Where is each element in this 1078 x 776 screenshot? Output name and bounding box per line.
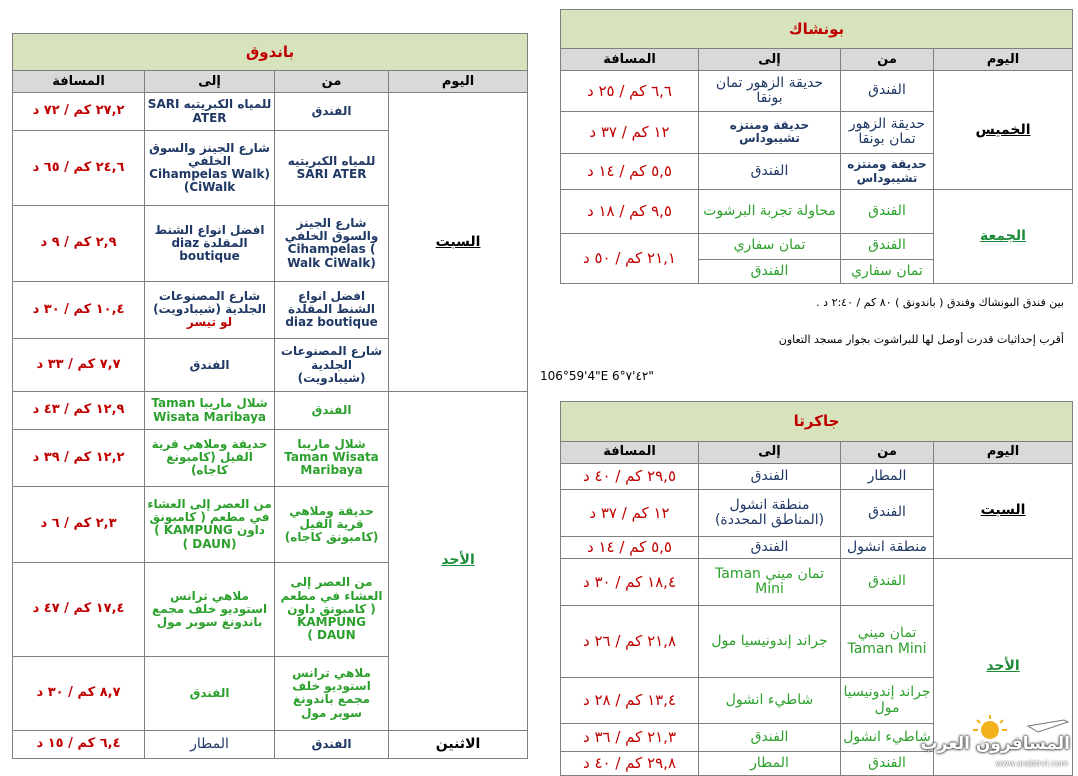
to-cell: افضل انواع الشنط المقلدة diaz boutique xyxy=(145,206,275,282)
header-day: اليوم xyxy=(934,442,1073,464)
logo-text: المسافرون العرب xyxy=(920,734,1070,754)
from-cell: الفندق xyxy=(841,490,934,537)
coordinates: 106°59'4"E 6°٤٢'٧" xyxy=(540,369,654,383)
from-cell: الفندق xyxy=(841,190,934,233)
header-distance: المسافة xyxy=(561,49,699,71)
to-cell: المطار xyxy=(699,752,841,776)
to-cell: تمان سفاري xyxy=(699,233,841,259)
from-cell: الفندق xyxy=(275,392,389,429)
header-from: من xyxy=(841,442,934,464)
distance-cell: ٢,٣ كم / ٦ د xyxy=(13,487,145,563)
distance-cell: ٨,٧ كم / ٣٠ د xyxy=(13,657,145,731)
distance-cell: ١٢,٩ كم / ٤٣ د xyxy=(13,392,145,429)
from-cell: الفندق xyxy=(275,93,389,130)
header-distance: المسافة xyxy=(561,442,699,464)
table-title: بونشاك xyxy=(561,10,1073,49)
from-cell: تمان ميني Taman Mini xyxy=(841,606,934,678)
note-distance: بين فندق البونشاك وفندق ( باندونق ) ٨٠ كم / ٢:٤٠ د . xyxy=(816,296,1064,309)
distance-cell: ١٧,٤ كم / ٤٧ د xyxy=(13,562,145,657)
distance-cell: ٢٤,٦ كم / ٦٥ د xyxy=(13,130,145,206)
to-cell: الفندق xyxy=(699,154,841,190)
distance-cell: ١٣,٤ كم / ٢٨ د xyxy=(561,678,699,724)
distance-cell: ٦,٦ كم / ٢٥ د xyxy=(561,71,699,111)
optional-note: لو تيسر xyxy=(186,315,233,330)
distance-cell: ١٨,٤ كم / ٣٠ د xyxy=(561,559,699,606)
from-cell: الفندق xyxy=(841,233,934,259)
header-from: من xyxy=(275,71,389,93)
to-cell: الفندق xyxy=(699,259,841,283)
from-cell: حديقة الزهور تمان بونقا xyxy=(841,111,934,153)
distance-cell: ٩,٥ كم / ١٨ د xyxy=(561,190,699,233)
from-cell: شلال ماريبا Taman Wisata Maribaya xyxy=(275,429,389,486)
header-distance: المسافة xyxy=(13,71,145,93)
to-cell: حديقة ومنتزه تشيبوداس xyxy=(699,111,841,153)
from-cell: الفندق xyxy=(841,71,934,111)
from-cell: المطار xyxy=(841,464,934,490)
from-cell: الفندق xyxy=(841,752,934,776)
to-cell: من العصر إلى العشاء في مطعم ( كامبونق داون KAMPUNG ) (DAUN ) xyxy=(145,487,275,563)
puncak-table xyxy=(560,9,1073,284)
table-title: باندوق xyxy=(13,34,528,71)
to-text: شارع المصنوعات الجلدية (شيبادويت) xyxy=(153,289,267,317)
from-cell: تمان سفاري xyxy=(841,259,934,283)
from-cell: منطقة انشول xyxy=(841,537,934,559)
table-title: جاكرتا xyxy=(561,402,1073,442)
to-cell: حديقة الزهور تمان بونقا xyxy=(699,71,841,111)
to-cell: جراند إندونيسيا مول xyxy=(699,606,841,678)
from-cell: حديقة وملاهي قرية الفيل (كامبونق كاجاه) xyxy=(275,487,389,563)
to-cell: تمان ميني Taman Mini xyxy=(699,559,841,606)
note-coordinates: أقرب إحداثيات قدرت أوصل لها للبراشوت بجوار مسجد التعاون xyxy=(778,333,1064,346)
to-cell: منطقة انشول (المناطق المحددة) xyxy=(699,490,841,537)
from-cell: الفندق xyxy=(275,730,389,758)
to-cell: حديقة وملاهي قرية الفيل (كامبونغ كاجاه) xyxy=(145,429,275,486)
arab-travelers-logo xyxy=(920,712,1074,772)
to-cell: شلال ماريبا Taman Wisata Maribaya xyxy=(145,392,275,429)
distance-cell: ١٢ كم / ٣٧ د xyxy=(561,111,699,153)
distance-cell: ٧,٧ كم / ٣٣ د xyxy=(13,339,145,392)
distance-cell: ٢,٩ كم / ٩ د xyxy=(13,206,145,282)
to-cell xyxy=(145,281,275,338)
day-cell: الاثنين xyxy=(389,730,528,758)
day-cell: الجمعة xyxy=(934,190,1073,284)
header-to: إلى xyxy=(145,71,275,93)
distance-cell: ١٢,٢ كم / ٣٩ د xyxy=(13,429,145,486)
day-cell: السبت xyxy=(389,93,528,392)
from-cell: حديقة ومنتزه تشيبوداس xyxy=(841,154,934,190)
to-cell: محاولة تجربة البرشوت xyxy=(699,190,841,233)
from-cell: شاطيء انشول xyxy=(841,724,934,752)
from-cell: افضل انواع الشنط المقلدة diaz boutique xyxy=(275,281,389,338)
header-day: اليوم xyxy=(389,71,528,93)
day-cell: الأحد xyxy=(389,392,528,730)
header-day: اليوم xyxy=(934,49,1073,71)
distance-cell: ٢٩,٨ كم / ٤٠ د xyxy=(561,752,699,776)
header-to: إلى xyxy=(699,49,841,71)
header-to: إلى xyxy=(699,442,841,464)
distance-cell: ٥,٥ كم / ١٤ د xyxy=(561,154,699,190)
from-cell: شارع المصنوعات الجلدية (شيبادويت) xyxy=(275,339,389,392)
to-cell: شارع الجينز والسوق الخلفي (Cihampelas Walk CiWalk) xyxy=(145,130,275,206)
distance-cell: ٢٩,٥ كم / ٤٠ د xyxy=(561,464,699,490)
distance-cell: ٢٧,٢ كم / ٧٢ د xyxy=(13,93,145,130)
day-cell: السبت xyxy=(934,464,1073,559)
to-cell: ملاهي ترانس استوديو خلف مجمع باندونغ سوبر مول xyxy=(145,562,275,657)
day-cell: الخميس xyxy=(934,71,1073,190)
from-cell: الفندق xyxy=(841,559,934,606)
distance-cell: ٥,٥ كم / ١٤ د xyxy=(561,537,699,559)
day-cell: الأحد xyxy=(934,559,1073,776)
to-cell: الفندق xyxy=(699,464,841,490)
from-cell: شارع الجينز والسوق الخلفي Cihampelas ( Walk CiWalk) xyxy=(275,206,389,282)
from-cell: من العصر إلى العشاء في مطعم ( كامبونق داون KAMPUNG DAUN ) xyxy=(275,562,389,657)
distance-cell: ٢١,٣ كم / ٣٦ د xyxy=(561,724,699,752)
to-cell: الفندق xyxy=(145,339,275,392)
from-cell: للمياه الكبريتيه SARI ATER xyxy=(275,130,389,206)
logo-url: www.arabtrvl.com xyxy=(995,759,1068,768)
distance-cell: ١٠,٤ كم / ٣٠ د xyxy=(13,281,145,338)
to-cell: شاطيء انشول xyxy=(699,678,841,724)
distance-cell: ٢١,٨ كم / ٢٦ د xyxy=(561,606,699,678)
to-cell: الفندق xyxy=(699,537,841,559)
to-cell: الفندق xyxy=(145,657,275,731)
distance-cell: ٦,٤ كم / ١٥ د xyxy=(13,730,145,758)
from-cell: جراند إندونيسيا مول xyxy=(841,678,934,724)
distance-cell: ٢١,١ كم / ٥٠ د xyxy=(561,233,699,283)
header-from: من xyxy=(841,49,934,71)
from-cell: ملاهي ترانس استوديو خلف مجمع باندونغ سوبر مول xyxy=(275,657,389,731)
bandung-table xyxy=(12,33,528,759)
to-cell: المطار xyxy=(145,730,275,758)
to-cell: للمياه الكبريتيه SARI ATER xyxy=(145,93,275,130)
distance-cell: ١٢ كم / ٣٧ د xyxy=(561,490,699,537)
to-cell: الفندق xyxy=(699,724,841,752)
